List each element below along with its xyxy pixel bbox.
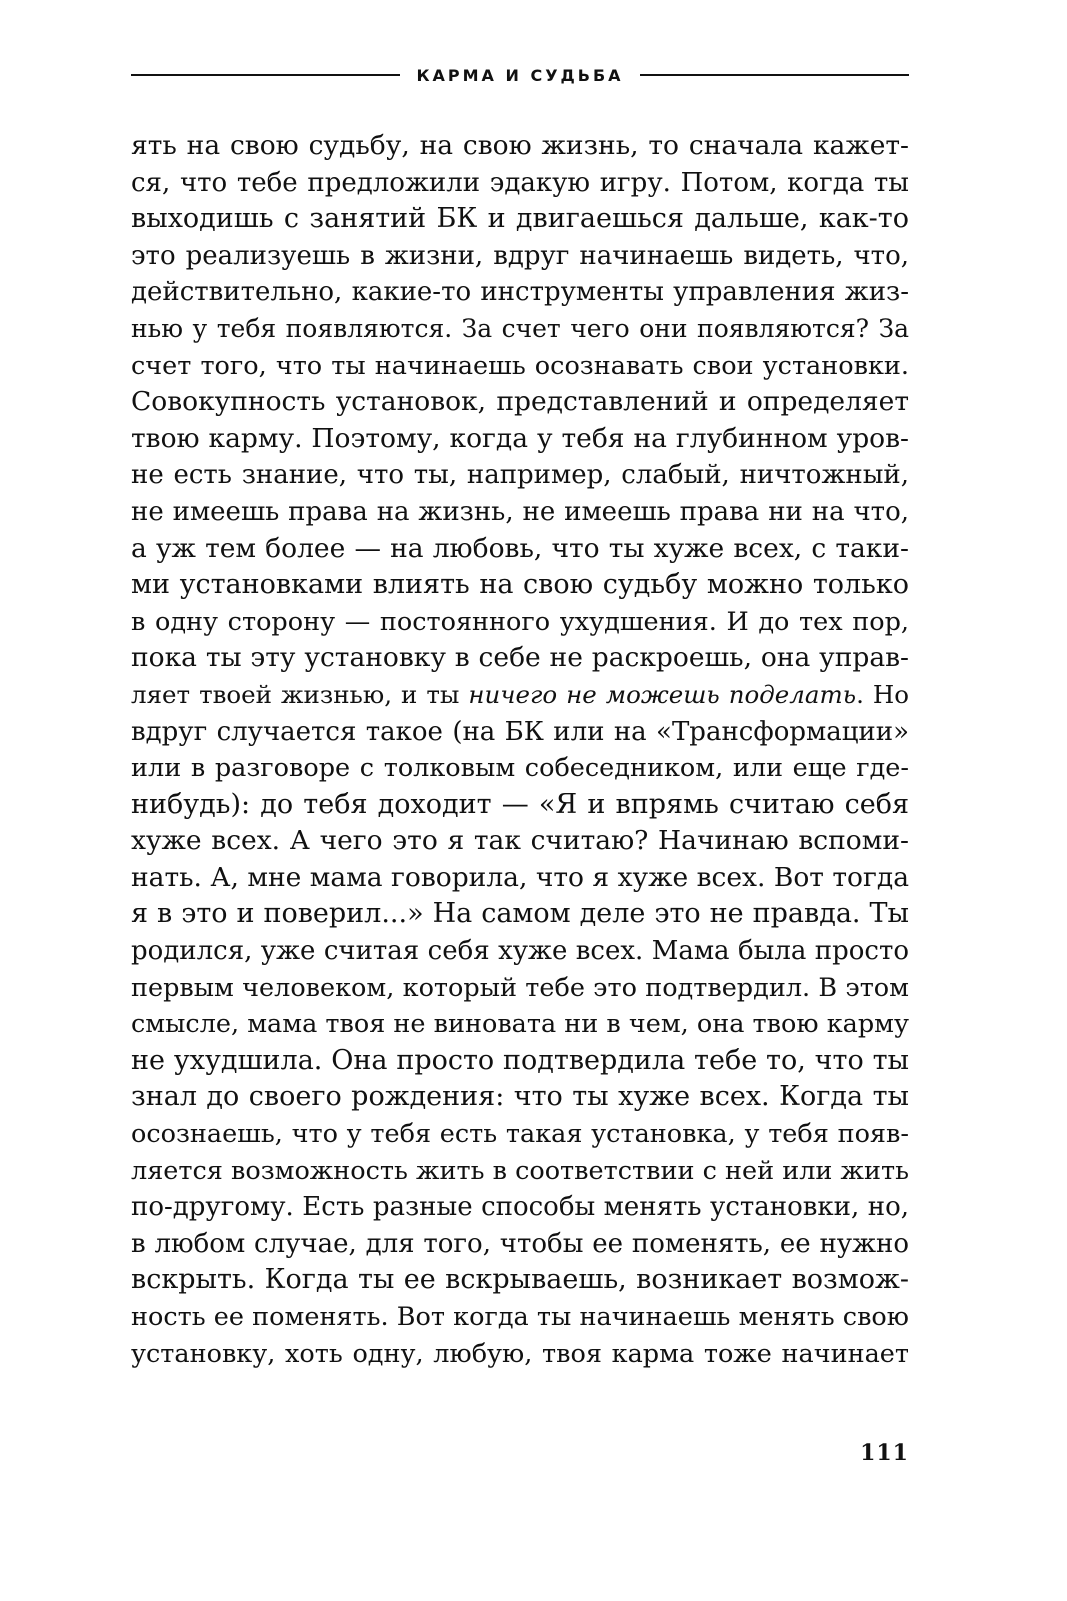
- text-line: твою карму. Поэтому, когда у тебя на глубинном уров-: [131, 422, 909, 454]
- text-line: смысле, мама твоя не виновата ни в чем, она твою карму: [131, 1009, 909, 1040]
- text-line: а уж тем более — на любовь, что ты хуже всех, с таки-: [131, 532, 909, 564]
- text-line: пока ты эту установку в себе не раскроешь, она управ-: [131, 642, 909, 674]
- text-line: вдруг случается такое (на БК или на «Трансформации»: [131, 716, 909, 747]
- text-line: вскрыть. Когда ты ее вскрываешь, возникает возмож-: [131, 1264, 909, 1296]
- italic-phrase: ничего не можешь поделать: [468, 679, 857, 709]
- text-line: осознаешь, что у тебя есть такая установка, у тебя появ-: [131, 1119, 909, 1150]
- text-line: в любом случае, для того, чтобы ее поменять, ее нужно: [131, 1228, 909, 1259]
- text-line: не есть знание, что ты, например, слабый, ничтожный,: [131, 460, 909, 491]
- text-line: знал до своего рождения: что ты хуже всех. Когда ты: [131, 1081, 909, 1113]
- text-line: не имеешь права на жизнь, не имеешь права ни на что,: [131, 496, 909, 527]
- text-line: родился, уже считая себя хуже всех. Мама была просто: [131, 936, 909, 967]
- text-line: это реализуешь в жизни, вдруг начинаешь видеть, что,: [131, 240, 909, 271]
- text-line: нать. А, мне мама говорила, что я хуже всех. Вот тогда: [131, 861, 909, 893]
- text-line-with-italic: [131, 677, 909, 714]
- text-line: хуже всех. А чего это я так считаю? Начинаю вспоми-: [131, 825, 909, 857]
- text-line: я в это и поверил...» На самом деле это не правда. Ты: [131, 898, 909, 930]
- text-line: нью у тебя появляются. За счет чего они появляются? За: [131, 313, 909, 343]
- header-rule-right: [640, 74, 909, 76]
- text-line: счет того, что ты начинаешь осознавать свои установки.: [131, 350, 909, 381]
- chapter-title: КАРМА И СУДЬБА: [416, 65, 624, 85]
- text-line: действительно, какие-то инструменты управления жиз-: [131, 277, 909, 308]
- text-line: или в разговоре с толковым собеседником, или еще где-: [131, 753, 909, 784]
- text-line: не ухудшила. Она просто подтвердила тебе то, что ты: [131, 1044, 909, 1076]
- text-segment: . Но: [856, 679, 909, 709]
- body-text: [131, 128, 909, 1372]
- text-line: в одну сторону — постоянного ухудшения. И до тех пор,: [131, 606, 909, 637]
- running-header: [131, 60, 909, 90]
- text-line: по-другому. Есть разные способы менять установки, но,: [131, 1192, 909, 1223]
- text-line: Совокупность установок, представлений и определяет: [131, 386, 909, 418]
- text-line: ляется возможность жить в соответствии с ней или жить: [131, 1155, 909, 1186]
- page-number: 111: [860, 1440, 909, 1466]
- text-line: установку, хоть одну, любую, твоя карма тоже начинает: [131, 1338, 909, 1369]
- text-line: нибудь): до тебя доходит — «Я и впрямь считаю себя: [131, 788, 909, 820]
- text-line: ся, что тебе предложили эдакую игру. Потом, когда ты: [131, 167, 909, 198]
- text-line: ми установками влиять на свою судьбу можно только: [131, 569, 909, 601]
- text-line: первым человеком, который тебе это подтвердил. В этом: [131, 972, 909, 1003]
- text-segment: ляет твоей жизнью, и ты: [131, 679, 469, 709]
- text-line: ность ее поменять. Вот когда ты начинаешь менять свою: [131, 1302, 909, 1332]
- text-line: ять на свою судьбу, на свою жизнь, то сначала кажет-: [131, 130, 909, 161]
- text-line: выходишь с занятий БК и двигаешься дальше, как-то: [131, 203, 909, 235]
- header-rule-left: [131, 74, 400, 76]
